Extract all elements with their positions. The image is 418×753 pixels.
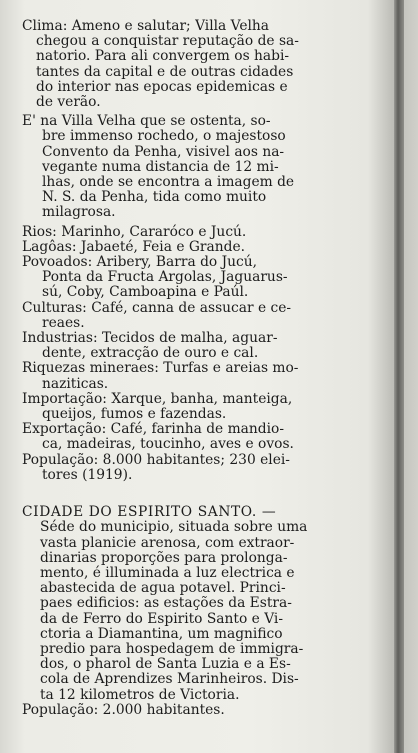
text-line: População: 8.000 habitantes; 230 elei-	[22, 451, 290, 468]
text-line: da de Ferro do Espirito Santo e Vi-	[40, 610, 284, 627]
text-line: Industrias: Tecidos de malha, aguar-	[22, 330, 278, 347]
text-line: chegou a conquistar reputação de sa-	[36, 33, 299, 50]
paragraph-clima	[22, 19, 318, 110]
text-line: naziticas.	[42, 375, 109, 392]
text-line: cola de Aprendizes Marinheiros. Dis-	[40, 671, 299, 688]
paragraph-exportacao	[22, 422, 318, 452]
text-line: queijos, fumos e fazendas.	[42, 406, 227, 423]
text-line: vasta planicie arenosa, com extraor-	[40, 534, 295, 551]
text-line: ta 12 kilometros de Victoria.	[40, 686, 240, 703]
text-line: abastecida de agua potavel. Princi-	[40, 580, 286, 597]
paragraph-culturas	[22, 301, 318, 331]
text-line: predio para hospedagem de immigra-	[40, 640, 304, 657]
text-line: Lagôas: Jabaeté, Feia e Grande.	[22, 238, 245, 255]
text-line: N. S. da Penha, tida como muito	[42, 189, 267, 206]
paragraph-povoados	[22, 255, 318, 301]
text-line: tantes da capital e de outras cidades	[36, 63, 294, 80]
text-line: Convento da Penha, visivel aos na-	[42, 143, 285, 160]
paragraph-importacao	[22, 392, 318, 422]
text-line: milagrosa.	[42, 204, 116, 221]
text-line: mento, é illuminada a luz electrica e	[40, 564, 295, 581]
text-line: ca, madeiras, toucinho, aves e ovos.	[42, 436, 294, 453]
paragraph-rios	[22, 225, 318, 240]
text-line: de verão.	[36, 94, 101, 111]
text-line: Séde do municipio, situada sobre uma	[40, 519, 308, 536]
paragraph-populacao1	[22, 453, 318, 483]
text-line: Importação: Xarque, banha, manteiga,	[22, 390, 293, 407]
text-line: lhas, onde se encontra a imagem de	[42, 174, 295, 191]
text-line: vegante numa distancia de 12 mi-	[42, 158, 279, 175]
text-line: sú, Coby, Camboapina e Paúl.	[42, 284, 249, 301]
text-line: Riquezas mineraes: Turfas e areias mo-	[22, 360, 299, 377]
text-line: Rios: Marinho, Cararóco e Jucú.	[22, 223, 247, 240]
text-line: Culturas: Café, canna de assucar e ce-	[22, 299, 292, 316]
text-line: Exportação: Café, farinha de mandio-	[22, 421, 284, 438]
paragraph-cidade	[22, 505, 318, 703]
text-line: dinarias proporções para prolonga-	[40, 549, 288, 566]
text-line: tores (1919).	[42, 466, 133, 483]
text-line: natorio. Para ali convergem os habi-	[36, 48, 290, 65]
text-line: bre immenso rochedo, o majestoso	[42, 128, 286, 145]
text-line: CIDADE DO ESPIRITO SANTO. —	[22, 504, 277, 521]
text-line: Clima: Ameno e salutar; Villa Velha	[22, 18, 270, 34]
paragraph-riquezas	[22, 361, 318, 391]
paragraph-convento	[22, 114, 318, 220]
text-line: Ponta da Fructa Argolas, Jaguarus-	[42, 269, 288, 286]
page-fold-shadow	[394, 0, 404, 753]
text-line: ctoria a Diamantina, um magnifico	[40, 625, 283, 642]
text-line: População: 2.000 habitantes.	[22, 701, 225, 718]
text-column	[22, 19, 318, 718]
text-line: paes edificios: as estações da Estra-	[40, 595, 292, 612]
paragraph-populacao2	[22, 703, 318, 718]
paragraph-lagoas	[22, 240, 318, 255]
text-line: E' na Villa Velha que se ostenta, so-	[22, 113, 271, 130]
paragraph-industrias	[22, 331, 318, 361]
text-line: dente, extracção de ouro e cal.	[42, 345, 259, 362]
text-line: do interior nas epocas epidemicas e	[36, 78, 288, 95]
text-line: dos, o pharol de Santa Luzia e a Es-	[40, 656, 291, 673]
text-line: reaes.	[42, 314, 85, 331]
text-line: Povoados: Aribery, Barra do Jucú,	[22, 254, 258, 271]
